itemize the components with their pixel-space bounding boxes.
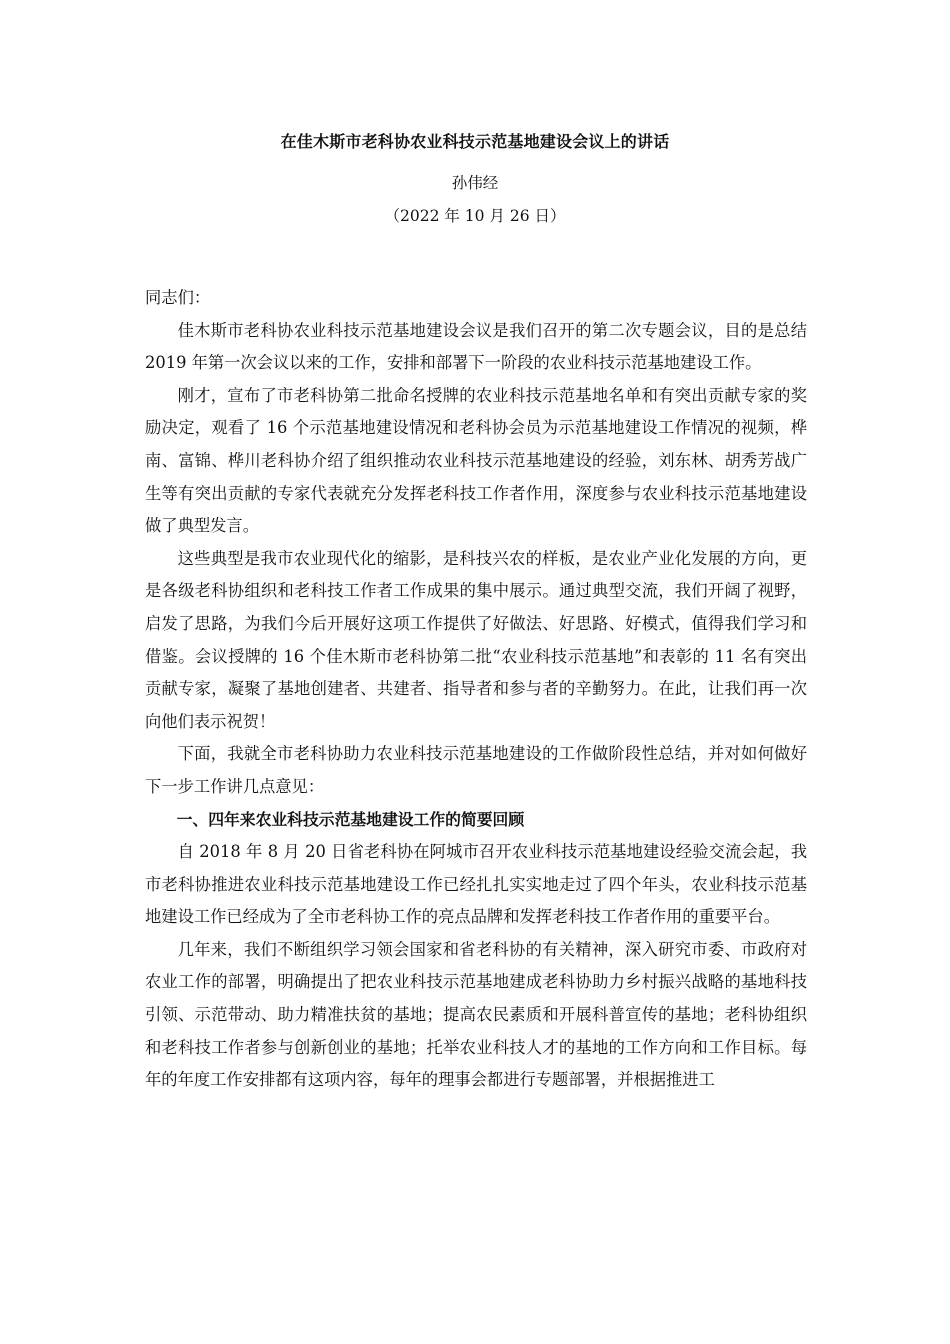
paragraph: 刚才，宣布了市老科协第二批命名授牌的农业科技示范基地名单和有突出贡献专家的奖励决定，观看了 16 个示范基地建设情况和老科协会员为示范基地建设工作情况的视频，桦南、富锦、桦川老科协介绍了组织推动农业科技示范基地建设的经验，刘东林、胡秀芳战广生等有突出贡献的专家代表就充分发挥老科技工作者作用，深度参与农业科技示范基地建设做了典型发言。 [145,385,807,536]
document-author: 孙伟经 [451,174,499,192]
document-body [145,282,807,1097]
document-title: 在佳木斯市老科协农业科技示范基地建设会议上的讲话 [280,132,670,151]
paragraph: 下面，我就全市老科协助力农业科技示范基地建设的工作做阶段性总结，并对如何做好下一步工作讲几点意见： [145,744,807,796]
salutation: 同志们： [145,288,211,307]
section-heading: 一、四年来农业科技示范基地建设工作的简要回顾 [176,809,525,829]
document-date: （2022 年 10 月 26 日） [384,207,566,225]
paragraph: 自 2018 年 8 月 20 日省老科协在阿城市召开农业科技示范基地建设经验交流会起，我市老科协推进农业科技示范基地建设工作已经扎扎实实地走过了四个年头，农业科技示范基地建设工作已经成为了全市老科协工作的亮点品牌和发挥老科技工作者作用的重要平台。 [145,842,807,927]
paragraph: 几年来，我们不断组织学习领会国家和省老科协的有关精神，深入研究市委、市政府对农业工作的部署，明确提出了把农业科技示范基地建成老科协助力乡村振兴战略的基地科技引领、示范带动、助力精准扶贫的基地；提高农民素质和开展科普宣传的基地；老科协组织和老科技工作者参与创新创业的基地；托举农业科技人才的基地的工作方向和工作目标。每年的年度工作安排都有这项内容，每年的理事会都进行专题部署，并根据推进工 [145,939,807,1090]
paragraph: 佳木斯市老科协农业科技示范基地建设会议是我们召开的第二次专题会议，目的是总结 2019 年第一次会议以来的工作，安排和部署下一阶段的农业科技示范基地建设工作。 [145,320,807,373]
paragraph: 这些典型是我市农业现代化的缩影，是科技兴农的样板，是农业产业化发展的方向，更是各级老科协组织和老科技工作者工作成果的集中展示。通过典型交流，我们开阔了视野，启发了思路，为我们今后开展好这项工作提供了好做法、好思路、好模式，值得我们学习和借鉴。会议授牌的 16 个佳木斯市老科协第二批“农业科技示范基地”和表彰的 11 名有突出贡献专家，凝聚了基地创建者、共建者、指导者和参与者的辛勤努力。在此，让我们再一次向他们表示祝贺！ [145,548,807,731]
